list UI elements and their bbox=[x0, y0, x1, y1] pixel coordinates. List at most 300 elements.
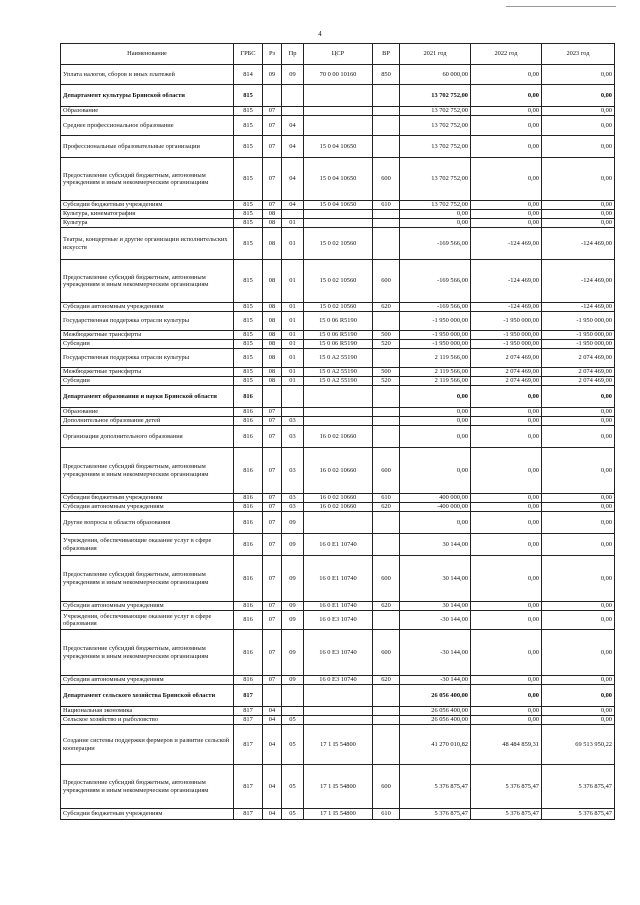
table-row bbox=[61, 107, 615, 116]
cell-csr bbox=[304, 707, 373, 716]
cell-name: Предоставление субсидий бюджетным, автономным учреждениям и иным некоммерческим организациям bbox=[61, 556, 234, 602]
cell-amount-2022: 0,00 bbox=[471, 107, 542, 116]
cell-grbs: 815 bbox=[234, 210, 263, 219]
table-row bbox=[61, 331, 615, 340]
cell-vr: 520 bbox=[373, 377, 400, 386]
cell-amount-2021: 0,00 bbox=[400, 210, 471, 219]
cell-amount-2021: 26 056 400,00 bbox=[400, 707, 471, 716]
cell-name: Субсидии бюджетным учреждениям bbox=[61, 201, 234, 210]
cell-amount-2021: -30 144,00 bbox=[400, 611, 471, 630]
cell-amount-2021: 41 270 010,82 bbox=[400, 725, 471, 765]
cell-name: Предоставление субсидий бюджетным, автономным учреждениям и иным некоммерческим организациям bbox=[61, 260, 234, 303]
cell-amount-2021: 0,00 bbox=[400, 426, 471, 448]
cell-name: Субсидии bbox=[61, 340, 234, 349]
cell-amount-2023: 2 074 469,00 bbox=[542, 377, 615, 386]
cell-pr: 09 bbox=[282, 602, 304, 611]
cell-grbs: 816 bbox=[234, 512, 263, 534]
cell-csr: 15 0 A2 55190 bbox=[304, 368, 373, 377]
cell-name: Субсидии автономным учреждениям bbox=[61, 503, 234, 512]
cell-csr: 16 0 E1 10740 bbox=[304, 556, 373, 602]
cell-grbs: 815 bbox=[234, 340, 263, 349]
cell-csr: 15 0 A2 55190 bbox=[304, 349, 373, 368]
header-csr: ЦСР bbox=[304, 44, 373, 65]
cell-pr: 01 bbox=[282, 340, 304, 349]
cell-grbs: 815 bbox=[234, 312, 263, 331]
cell-amount-2021: 30 144,00 bbox=[400, 534, 471, 556]
cell-pr bbox=[282, 210, 304, 219]
header-pr: Пр bbox=[282, 44, 304, 65]
cell-amount-2022: -1 950 000,00 bbox=[471, 331, 542, 340]
cell-vr: 620 bbox=[373, 676, 400, 685]
cell-vr: 600 bbox=[373, 158, 400, 201]
table-row bbox=[61, 386, 615, 408]
cell-amount-2022: 0,00 bbox=[471, 417, 542, 426]
cell-amount-2021: 0,00 bbox=[400, 408, 471, 417]
cell-grbs: 816 bbox=[234, 408, 263, 417]
cell-rz: 07 bbox=[263, 408, 282, 417]
cell-pr bbox=[282, 685, 304, 707]
cell-amount-2023: -124 469,00 bbox=[542, 303, 615, 312]
cell-grbs: 815 bbox=[234, 116, 263, 136]
cell-vr: 610 bbox=[373, 809, 400, 820]
cell-vr: 600 bbox=[373, 765, 400, 809]
cell-pr: 01 bbox=[282, 228, 304, 260]
cell-grbs: 815 bbox=[234, 228, 263, 260]
cell-rz: 08 bbox=[263, 368, 282, 377]
table-row bbox=[61, 85, 615, 107]
cell-csr: 15 0 02 10560 bbox=[304, 303, 373, 312]
cell-amount-2023: 2 074 469,00 bbox=[542, 349, 615, 368]
cell-vr bbox=[373, 349, 400, 368]
cell-grbs: 815 bbox=[234, 349, 263, 368]
cell-rz: 07 bbox=[263, 417, 282, 426]
cell-amount-2022: 0,00 bbox=[471, 534, 542, 556]
cell-name: Государственная поддержка отрасли культуры bbox=[61, 349, 234, 368]
cell-amount-2022: 5 376 875,47 bbox=[471, 809, 542, 820]
cell-vr: 600 bbox=[373, 630, 400, 676]
cell-name: Дополнительное образование детей bbox=[61, 417, 234, 426]
budget-table bbox=[60, 43, 615, 820]
cell-rz: 08 bbox=[263, 331, 282, 340]
cell-amount-2021: -30 144,00 bbox=[400, 630, 471, 676]
cell-rz: 04 bbox=[263, 716, 282, 725]
cell-amount-2022: 0,00 bbox=[471, 448, 542, 494]
cell-name: Образование bbox=[61, 408, 234, 417]
table-row bbox=[61, 765, 615, 809]
table-row bbox=[61, 210, 615, 219]
cell-amount-2022: 0,00 bbox=[471, 85, 542, 107]
cell-csr: 15 0 02 10560 bbox=[304, 260, 373, 303]
cell-name: Учреждения, обеспечивающие оказание услуг в сфере образования bbox=[61, 611, 234, 630]
cell-amount-2023: 0,00 bbox=[542, 556, 615, 602]
cell-csr: 15 0 06 R5190 bbox=[304, 340, 373, 349]
table-row bbox=[61, 685, 615, 707]
cell-amount-2021: -169 566,00 bbox=[400, 260, 471, 303]
cell-amount-2023: 0,00 bbox=[542, 107, 615, 116]
cell-amount-2022: 0,00 bbox=[471, 676, 542, 685]
cell-rz: 07 bbox=[263, 136, 282, 158]
cell-amount-2022: 0,00 bbox=[471, 602, 542, 611]
cell-vr bbox=[373, 116, 400, 136]
table-row bbox=[61, 725, 615, 765]
cell-amount-2022: 0,00 bbox=[471, 65, 542, 85]
cell-amount-2022: 0,00 bbox=[471, 716, 542, 725]
cell-csr: 16 0 E3 10740 bbox=[304, 676, 373, 685]
table-row bbox=[61, 448, 615, 494]
cell-amount-2022: 0,00 bbox=[471, 494, 542, 503]
cell-pr: 01 bbox=[282, 219, 304, 228]
cell-pr: 03 bbox=[282, 494, 304, 503]
cell-pr bbox=[282, 85, 304, 107]
cell-amount-2022: -1 950 000,00 bbox=[471, 340, 542, 349]
cell-rz: 04 bbox=[263, 765, 282, 809]
cell-name: Профессиональные образовательные организации bbox=[61, 136, 234, 158]
cell-amount-2022: 2 074 469,00 bbox=[471, 368, 542, 377]
cell-grbs: 816 bbox=[234, 426, 263, 448]
table-row bbox=[61, 512, 615, 534]
cell-amount-2022: 0,00 bbox=[471, 707, 542, 716]
cell-csr: 17 1 I5 54800 bbox=[304, 809, 373, 820]
cell-vr bbox=[373, 725, 400, 765]
table-row bbox=[61, 158, 615, 201]
cell-name: Департамент культуры Брянской области bbox=[61, 85, 234, 107]
header-year-2023: 2023 год bbox=[542, 44, 615, 65]
table-row bbox=[61, 116, 615, 136]
cell-amount-2023: -1 950 000,00 bbox=[542, 340, 615, 349]
cell-csr: 16 0 02 10660 bbox=[304, 426, 373, 448]
cell-csr bbox=[304, 386, 373, 408]
cell-name: Организации дополнительного образования bbox=[61, 426, 234, 448]
cell-pr: 01 bbox=[282, 331, 304, 340]
cell-pr: 09 bbox=[282, 611, 304, 630]
table-row bbox=[61, 219, 615, 228]
cell-name: Культура, кинематография bbox=[61, 210, 234, 219]
cell-name: Предоставление субсидий бюджетным, автономным учреждениям и иным некоммерческим организациям bbox=[61, 630, 234, 676]
cell-csr bbox=[304, 116, 373, 136]
cell-name: Субсидии bbox=[61, 377, 234, 386]
cell-csr: 15 0 04 10650 bbox=[304, 158, 373, 201]
cell-rz: 08 bbox=[263, 340, 282, 349]
cell-amount-2022: 0,00 bbox=[471, 426, 542, 448]
cell-csr bbox=[304, 417, 373, 426]
cell-csr: 17 1 I5 54800 bbox=[304, 765, 373, 809]
cell-amount-2022: 0,00 bbox=[471, 556, 542, 602]
cell-amount-2021: -400 000,00 bbox=[400, 503, 471, 512]
cell-rz: 08 bbox=[263, 303, 282, 312]
cell-csr bbox=[304, 512, 373, 534]
cell-amount-2021: 13 702 752,00 bbox=[400, 107, 471, 116]
cell-csr: 16 0 E3 10740 bbox=[304, 611, 373, 630]
cell-amount-2023: 0,00 bbox=[542, 630, 615, 676]
cell-amount-2023: -124 469,00 bbox=[542, 228, 615, 260]
cell-grbs: 817 bbox=[234, 716, 263, 725]
header-year-2022: 2022 год bbox=[471, 44, 542, 65]
cell-amount-2022: -124 469,00 bbox=[471, 260, 542, 303]
cell-pr: 03 bbox=[282, 417, 304, 426]
table-row bbox=[61, 340, 615, 349]
table-row bbox=[61, 65, 615, 85]
cell-csr: 15 0 04 10650 bbox=[304, 201, 373, 210]
cell-amount-2021: 13 702 752,00 bbox=[400, 116, 471, 136]
cell-grbs: 815 bbox=[234, 331, 263, 340]
cell-pr: 05 bbox=[282, 809, 304, 820]
cell-csr: 16 0 02 10660 bbox=[304, 494, 373, 503]
table-row bbox=[61, 809, 615, 820]
cell-vr bbox=[373, 417, 400, 426]
cell-amount-2022: 0,00 bbox=[471, 201, 542, 210]
cell-grbs: 815 bbox=[234, 85, 263, 107]
cell-grbs: 815 bbox=[234, 158, 263, 201]
table-row bbox=[61, 556, 615, 602]
cell-grbs: 815 bbox=[234, 260, 263, 303]
cell-grbs: 815 bbox=[234, 107, 263, 116]
cell-amount-2023: 0,00 bbox=[542, 136, 615, 158]
cell-pr: 09 bbox=[282, 556, 304, 602]
cell-amount-2022: 0,00 bbox=[471, 219, 542, 228]
table-header-row bbox=[61, 44, 615, 65]
cell-amount-2022: 0,00 bbox=[471, 685, 542, 707]
cell-amount-2023: 0,00 bbox=[542, 116, 615, 136]
header-vr: ВР bbox=[373, 44, 400, 65]
cell-csr: 16 0 02 10660 bbox=[304, 503, 373, 512]
cell-csr bbox=[304, 685, 373, 707]
table-row bbox=[61, 534, 615, 556]
cell-amount-2023: 0,00 bbox=[542, 210, 615, 219]
cell-amount-2021: 2 119 566,00 bbox=[400, 349, 471, 368]
cell-amount-2023: 0,00 bbox=[542, 685, 615, 707]
cell-amount-2022: 48 484 859,31 bbox=[471, 725, 542, 765]
cell-rz: 08 bbox=[263, 219, 282, 228]
cell-vr bbox=[373, 611, 400, 630]
cell-vr bbox=[373, 136, 400, 158]
cell-amount-2022: -1 950 000,00 bbox=[471, 312, 542, 331]
cell-vr bbox=[373, 219, 400, 228]
cell-grbs: 815 bbox=[234, 377, 263, 386]
cell-rz: 07 bbox=[263, 494, 282, 503]
cell-amount-2023: 0,00 bbox=[542, 534, 615, 556]
cell-rz: 07 bbox=[263, 676, 282, 685]
header-name: Наименование bbox=[61, 44, 234, 65]
cell-pr: 04 bbox=[282, 158, 304, 201]
cell-vr bbox=[373, 386, 400, 408]
cell-amount-2021: -169 566,00 bbox=[400, 228, 471, 260]
cell-grbs: 815 bbox=[234, 219, 263, 228]
cell-vr: 500 bbox=[373, 331, 400, 340]
cell-pr: 01 bbox=[282, 368, 304, 377]
table-row bbox=[61, 136, 615, 158]
cell-rz: 07 bbox=[263, 426, 282, 448]
cell-vr bbox=[373, 707, 400, 716]
cell-amount-2023: 0,00 bbox=[542, 611, 615, 630]
cell-rz: 07 bbox=[263, 116, 282, 136]
cell-vr: 600 bbox=[373, 556, 400, 602]
cell-grbs: 816 bbox=[234, 494, 263, 503]
cell-amount-2021: 30 144,00 bbox=[400, 602, 471, 611]
table-row bbox=[61, 408, 615, 417]
cell-csr: 15 0 04 10650 bbox=[304, 136, 373, 158]
cell-rz: 07 bbox=[263, 448, 282, 494]
cell-amount-2021: 0,00 bbox=[400, 386, 471, 408]
cell-name: Субсидии бюджетным учреждениям bbox=[61, 494, 234, 503]
table-row bbox=[61, 426, 615, 448]
cell-pr: 04 bbox=[282, 116, 304, 136]
cell-grbs: 816 bbox=[234, 417, 263, 426]
cell-grbs: 816 bbox=[234, 386, 263, 408]
cell-pr: 03 bbox=[282, 426, 304, 448]
cell-amount-2023: 0,00 bbox=[542, 707, 615, 716]
cell-rz bbox=[263, 685, 282, 707]
cell-rz: 04 bbox=[263, 707, 282, 716]
cell-vr bbox=[373, 534, 400, 556]
cell-name: Культура bbox=[61, 219, 234, 228]
cell-rz bbox=[263, 386, 282, 408]
table-row bbox=[61, 201, 615, 210]
header-rz: Рз bbox=[263, 44, 282, 65]
table-row bbox=[61, 716, 615, 725]
cell-rz: 04 bbox=[263, 725, 282, 765]
cell-amount-2023: 0,00 bbox=[542, 602, 615, 611]
cell-pr bbox=[282, 386, 304, 408]
cell-grbs: 816 bbox=[234, 556, 263, 602]
cell-rz: 07 bbox=[263, 556, 282, 602]
cell-name: Уплата налогов, сборов и иных платежей bbox=[61, 65, 234, 85]
cell-amount-2022: 0,00 bbox=[471, 210, 542, 219]
cell-vr: 620 bbox=[373, 503, 400, 512]
cell-amount-2022: 0,00 bbox=[471, 158, 542, 201]
cell-amount-2022: 0,00 bbox=[471, 630, 542, 676]
cell-vr: 620 bbox=[373, 602, 400, 611]
cell-grbs: 814 bbox=[234, 65, 263, 85]
cell-name: Межбюджетные трансферты bbox=[61, 368, 234, 377]
cell-vr: 520 bbox=[373, 340, 400, 349]
cell-vr: 620 bbox=[373, 303, 400, 312]
table-row bbox=[61, 602, 615, 611]
cell-rz: 07 bbox=[263, 201, 282, 210]
cell-rz: 09 bbox=[263, 65, 282, 85]
cell-amount-2022: 2 074 469,00 bbox=[471, 377, 542, 386]
cell-amount-2021: 0,00 bbox=[400, 448, 471, 494]
cell-amount-2023: 69 513 950,22 bbox=[542, 725, 615, 765]
cell-name: Другие вопросы в области образования bbox=[61, 512, 234, 534]
cell-csr: 16 0 E1 10740 bbox=[304, 602, 373, 611]
cell-pr: 05 bbox=[282, 725, 304, 765]
cell-pr: 09 bbox=[282, 534, 304, 556]
cell-amount-2023: 0,00 bbox=[542, 417, 615, 426]
cell-name: Учреждения, обеспечивающие оказание услуг в сфере образования bbox=[61, 534, 234, 556]
table-row bbox=[61, 303, 615, 312]
cell-amount-2021: 13 702 752,00 bbox=[400, 158, 471, 201]
cell-grbs: 817 bbox=[234, 685, 263, 707]
cell-name: Предоставление субсидий бюджетным, автономным учреждениям и иным некоммерческим организациям bbox=[61, 448, 234, 494]
table-row bbox=[61, 368, 615, 377]
cell-amount-2022: 5 376 875,47 bbox=[471, 765, 542, 809]
cell-rz: 08 bbox=[263, 210, 282, 219]
cell-pr: 05 bbox=[282, 716, 304, 725]
cell-name: Субсидии бюджетным учреждениям bbox=[61, 809, 234, 820]
cell-grbs: 816 bbox=[234, 630, 263, 676]
cell-amount-2021: -30 144,00 bbox=[400, 676, 471, 685]
cell-amount-2021: 13 702 752,00 bbox=[400, 201, 471, 210]
cell-name: Департамент образования и науки Брянской области bbox=[61, 386, 234, 408]
cell-vr bbox=[373, 228, 400, 260]
cell-amount-2022: 0,00 bbox=[471, 503, 542, 512]
cell-grbs: 815 bbox=[234, 201, 263, 210]
cell-vr bbox=[373, 426, 400, 448]
cell-amount-2021: 60 000,00 bbox=[400, 65, 471, 85]
cell-amount-2023: -1 950 000,00 bbox=[542, 312, 615, 331]
cell-amount-2023: 0,00 bbox=[542, 716, 615, 725]
cell-amount-2021: 0,00 bbox=[400, 417, 471, 426]
cell-amount-2023: -1 950 000,00 bbox=[542, 331, 615, 340]
cell-rz: 04 bbox=[263, 809, 282, 820]
cell-amount-2023: 0,00 bbox=[542, 408, 615, 417]
cell-amount-2021: 30 144,00 bbox=[400, 556, 471, 602]
cell-amount-2023: 0,00 bbox=[542, 386, 615, 408]
table-row bbox=[61, 503, 615, 512]
cell-vr: 600 bbox=[373, 448, 400, 494]
cell-amount-2021: 26 056 400,00 bbox=[400, 716, 471, 725]
cell-vr bbox=[373, 685, 400, 707]
page-number: 4 bbox=[318, 30, 322, 38]
cell-pr bbox=[282, 408, 304, 417]
table-row bbox=[61, 260, 615, 303]
cell-amount-2023: 5 376 875,47 bbox=[542, 809, 615, 820]
cell-name: Субсидии автономным учреждениям bbox=[61, 676, 234, 685]
cell-rz: 07 bbox=[263, 107, 282, 116]
cell-name: Межбюджетные трансферты bbox=[61, 331, 234, 340]
cell-pr: 03 bbox=[282, 448, 304, 494]
cell-name: Государственная поддержка отрасли культуры bbox=[61, 312, 234, 331]
cell-amount-2023: 0,00 bbox=[542, 85, 615, 107]
cell-rz: 08 bbox=[263, 377, 282, 386]
cell-amount-2023: 0,00 bbox=[542, 494, 615, 503]
table-row bbox=[61, 377, 615, 386]
cell-amount-2023: 0,00 bbox=[542, 676, 615, 685]
cell-amount-2021: 5 376 875,47 bbox=[400, 809, 471, 820]
cell-grbs: 816 bbox=[234, 602, 263, 611]
cell-pr: 04 bbox=[282, 201, 304, 210]
cell-amount-2021: -169 566,00 bbox=[400, 303, 471, 312]
cell-amount-2022: 0,00 bbox=[471, 408, 542, 417]
cell-grbs: 817 bbox=[234, 809, 263, 820]
cell-name: Предоставление субсидий бюджетным, автономным учреждениям и иным некоммерческим организациям bbox=[61, 765, 234, 809]
cell-vr: 610 bbox=[373, 201, 400, 210]
cell-csr bbox=[304, 408, 373, 417]
cell-amount-2023: 0,00 bbox=[542, 158, 615, 201]
cell-amount-2022: 0,00 bbox=[471, 116, 542, 136]
cell-pr: 01 bbox=[282, 349, 304, 368]
cell-amount-2023: -124 469,00 bbox=[542, 260, 615, 303]
cell-rz: 08 bbox=[263, 228, 282, 260]
cell-grbs: 815 bbox=[234, 368, 263, 377]
cell-rz: 07 bbox=[263, 602, 282, 611]
cell-rz: 07 bbox=[263, 534, 282, 556]
cell-amount-2021: 2 119 566,00 bbox=[400, 368, 471, 377]
cell-csr bbox=[304, 210, 373, 219]
cell-vr bbox=[373, 716, 400, 725]
cell-amount-2023: 0,00 bbox=[542, 448, 615, 494]
table-row bbox=[61, 312, 615, 331]
cell-grbs: 815 bbox=[234, 136, 263, 158]
cell-name: Создание системы поддержки фермеров и развитие сельской кооперации bbox=[61, 725, 234, 765]
cell-amount-2022: 0,00 bbox=[471, 386, 542, 408]
cell-pr: 03 bbox=[282, 503, 304, 512]
cell-amount-2023: 0,00 bbox=[542, 201, 615, 210]
cell-vr: 500 bbox=[373, 368, 400, 377]
cell-pr: 01 bbox=[282, 312, 304, 331]
cell-csr: 16 0 02 10660 bbox=[304, 448, 373, 494]
cell-amount-2023: 0,00 bbox=[542, 503, 615, 512]
